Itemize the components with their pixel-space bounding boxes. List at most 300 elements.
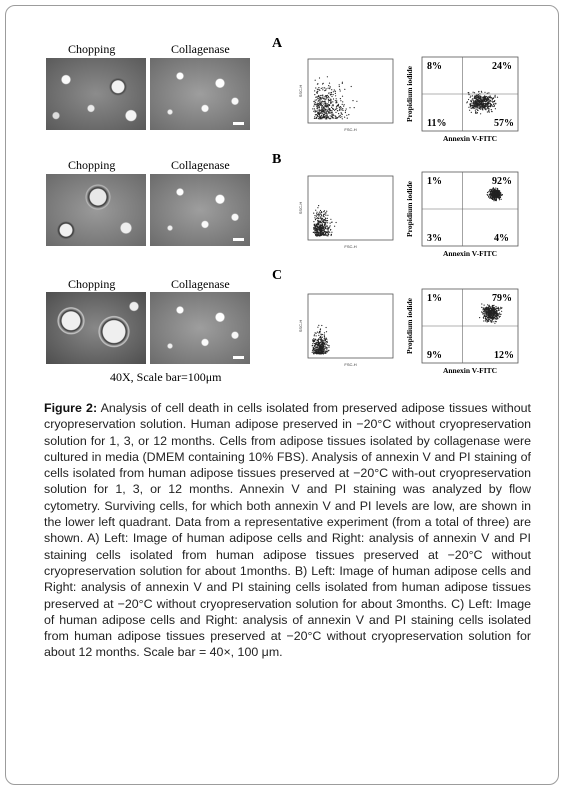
scatter-point [322,227,323,228]
scatter-point [325,215,326,216]
annexin-point [484,105,485,106]
scatter-point [327,76,328,77]
quadrant-percent-upper-right: 79% [492,293,512,304]
annexin-point [474,105,475,106]
scatter-point [316,343,317,344]
annexin-point [488,305,489,306]
scatter-point [323,107,324,108]
annexin-point [478,103,479,104]
scatter-point [315,104,316,105]
scatter-point [320,216,321,217]
scatter-point [328,96,329,97]
annexin-point [499,312,500,313]
annexin-point [488,196,489,197]
annexin-point [476,113,477,114]
scatter-point [335,112,336,113]
annexin-point [479,317,480,318]
scatter-point [319,212,320,213]
scatter-point [328,112,329,113]
scatter-point [315,114,316,115]
scatter-point [330,102,331,103]
scatter-point [320,344,321,345]
scatter-point [345,110,346,111]
annexin-point [490,189,491,190]
scatter-point [336,98,337,99]
annexin-point [479,108,480,109]
annexin-point [498,315,499,316]
scatter-point [335,109,336,110]
scatter-point [332,114,333,115]
scatter-point [327,111,328,112]
scatter-point [324,214,325,215]
scatter-point [325,353,326,354]
annexin-point [497,97,498,98]
scatter-point [322,337,323,338]
scatter-point [316,111,317,112]
annexin-point [490,307,491,308]
annexin-point [491,111,492,112]
scatter-point [329,112,330,113]
scatter-point [321,115,322,116]
scatter-point [323,347,324,348]
annexin-point [476,108,477,109]
scatter-point [326,344,327,345]
scatter-point [315,353,316,354]
annexin-point [500,307,501,308]
scatter-point [316,216,317,217]
annexin-point [487,194,488,195]
annexin-point [487,192,488,193]
scatter-point [320,329,321,330]
scatter-point [324,105,325,106]
scatter-point [318,233,319,234]
annexin-point [488,99,489,100]
annexin-plot-b [400,170,525,265]
annexin-point [493,321,494,322]
annexin-point [495,306,496,307]
scatter-point [316,344,317,345]
scatter-point [320,227,321,228]
scatter-point [319,226,320,227]
scatter-point [321,222,322,223]
scatter-point [324,96,325,97]
scatter-point [320,221,321,222]
scatter-point [321,341,322,342]
scatter-point [315,111,316,112]
scatter-point [320,103,321,104]
annexin-point [495,318,496,319]
scatter-point [316,229,317,230]
scatter-point [322,334,323,335]
scatter-point [325,235,326,236]
scatter-point [313,106,314,107]
scatter-point [330,92,331,93]
scatter-point [313,338,314,339]
scatter-point [325,95,326,96]
scatter-point [318,332,319,333]
annexin-point [482,97,483,98]
scatter-point [314,90,315,91]
scatter-point [319,114,320,115]
scatter-point [327,115,328,116]
scatter-point [315,100,316,101]
scatter-point [328,118,329,119]
scatter-point [325,113,326,114]
annexin-point [481,98,482,99]
scatter-point [325,218,326,219]
scatter-point [320,95,321,96]
scatter-point [313,347,314,348]
scatter-point [321,231,322,232]
scale-bar [233,238,244,241]
scatter-point [318,325,319,326]
scatter-point [327,95,328,96]
scatter-point [321,101,322,102]
annexin-point [483,316,484,317]
annexin-point [481,104,482,105]
annexin-point [488,109,489,110]
scatter-point [327,235,328,236]
annexin-point [484,305,485,306]
scatter-point [324,222,325,223]
annexin-point [496,199,497,200]
scatter-point [341,107,342,108]
annexin-point [492,102,493,103]
annexin-point [475,98,476,99]
scatter-point [316,333,317,334]
annexin-point [484,310,485,311]
micrograph-chopping-b [46,174,146,246]
quadrant-percent-upper-right: 24% [492,61,512,72]
scatter-point [330,99,331,100]
scatter-point [342,104,343,105]
annexin-point [468,94,469,95]
annexin-point [495,321,496,322]
scatter-point [312,108,313,109]
scatter-point [331,94,332,95]
annexin-point [478,99,479,100]
scatter-point [320,97,321,98]
scatter-point [326,98,327,99]
scatter-point [319,90,320,91]
scatter-point [336,222,337,223]
annexin-point [496,317,497,318]
annexin-point [480,96,481,97]
annexin-point [494,311,495,312]
scatter-point [329,88,330,89]
scatter-point [318,87,319,88]
scatter-point [321,215,322,216]
annexin-point [495,108,496,109]
scatter-point [339,107,340,108]
scatter-point [346,108,347,109]
scatter-point [312,345,313,346]
annexin-point [469,110,470,111]
scatter-point [314,224,315,225]
scatter-point [329,227,330,228]
annexin-point [490,95,491,96]
scatter-point [340,115,341,116]
scatter-point [329,118,330,119]
scatter-point [326,331,327,332]
annexin-plot-a [400,55,525,150]
annexin-y-label: Propidium iodide [405,298,414,354]
scatter-point [319,331,320,332]
scatter-point [317,108,318,109]
scatter-point [325,220,326,221]
annexin-point [493,307,494,308]
scatter-point [318,222,319,223]
scatter-point [328,101,329,102]
annexin-point [486,108,487,109]
annexin-point [482,307,483,308]
scatter-point [315,232,316,233]
annexin-point [488,92,489,93]
scatter-point [323,343,324,344]
scatter-point [319,102,320,103]
annexin-point [483,103,484,104]
scatter-point [313,213,314,214]
scatter-point [326,114,327,115]
scatter-point [318,341,319,342]
scatter-point [347,118,348,119]
scatter-point [325,344,326,345]
scatter-point [331,222,332,223]
annexin-point [478,106,479,107]
caption-label: Figure 2: [44,401,98,415]
scatter-point [320,101,321,102]
annexin-point [488,191,489,192]
scatter-point [317,89,318,90]
scatter-point [316,213,317,214]
scatter-point [341,112,342,113]
scatter-point [324,348,325,349]
scatter-point [313,232,314,233]
scatter-point [344,117,345,118]
scatter-point [340,100,341,101]
scatter-point [322,109,323,110]
scatter-point [330,110,331,111]
scatter-point [323,219,324,220]
scatter-point [318,338,319,339]
scale-caption: 40X, Scale bar=100μm [110,370,222,384]
scatter-point [316,335,317,336]
annexin-point [470,97,471,98]
scatter-point [328,97,329,98]
scatter-point [314,346,315,347]
annexin-point [480,109,481,110]
annexin-point [495,309,496,310]
annexin-point [496,311,497,312]
scatter-point [318,100,319,101]
scatter-point [326,338,327,339]
annexin-point [474,102,475,103]
scatter-point [318,216,319,217]
scatter-point [335,91,336,92]
scatter-point [316,233,317,234]
scatter-point [319,97,320,98]
scatter-point [319,221,320,222]
scatter-point [313,353,314,354]
scatter-point [329,87,330,88]
scatter-point [344,104,345,105]
scatter-point [327,103,328,104]
scatter-point [320,116,321,117]
annexin-point [477,106,478,107]
scatter-point [328,93,329,94]
annexin-point [501,195,502,196]
annexin-point [496,308,497,309]
annexin-point [498,309,499,310]
annexin-point [486,316,487,317]
scatter-point [326,349,327,350]
scatter-point [338,113,339,114]
scatter-point [323,98,324,99]
scatter-point [319,349,320,350]
scatter-point [319,118,320,119]
scatter-point [323,115,324,116]
scatter-point [336,118,337,119]
scatter-point [320,210,321,211]
annexin-point [488,313,489,314]
scatter-point [319,110,320,111]
scatter-point [342,108,343,109]
annexin-point [473,102,474,103]
scatter-point [326,112,327,113]
scatter-x-label: FSC-H [344,362,357,367]
scatter-point [324,334,325,335]
scatter-point [325,233,326,234]
scatter-point [317,225,318,226]
annexin-point [481,303,482,304]
quadrant-percent-lower-left: 3% [427,233,442,244]
scatter-point [323,351,324,352]
scatter-point [316,99,317,100]
scatter-point [322,96,323,97]
scatter-point [314,217,315,218]
annexin-x-label: Annexin V-FITC [442,134,498,143]
annexin-point [476,103,477,104]
annexin-point [499,317,500,318]
collagenase-label-b: Collagenase [171,158,230,172]
scatter-point [314,108,315,109]
scatter-point [326,220,327,221]
scatter-point [327,218,328,219]
scatter-point [328,116,329,117]
scatter-point [320,345,321,346]
annexin-point [470,103,471,104]
scatter-point [319,351,320,352]
scatter-point [319,342,320,343]
scatter-point [318,228,319,229]
chopping-label-a: Chopping [68,42,116,56]
quadrant-percent-lower-left: 11% [427,118,447,129]
annexin-point [492,192,493,193]
scatter-point [322,95,323,96]
scatter-point [322,353,323,354]
scatter-point [324,336,325,337]
annexin-point [493,200,494,201]
annexin-point [473,105,474,106]
scatter-point [315,339,316,340]
scatter-point [318,352,319,353]
scatter-point [327,345,328,346]
scatter-y-label: SSC-H [298,201,303,215]
scatter-point [315,97,316,98]
annexin-point [489,319,490,320]
scatter-point [321,211,322,212]
annexin-point [478,91,479,92]
annexin-point [485,104,486,105]
scatter-point [322,113,323,114]
scatter-point [314,228,315,229]
annexin-point [467,101,468,102]
scatter-point [326,327,327,328]
annexin-point [490,316,491,317]
scatter-point [330,229,331,230]
annexin-point [500,308,501,309]
scatter-point [351,86,352,87]
annexin-point [485,320,486,321]
annexin-point [481,107,482,108]
scatter-point [315,219,316,220]
scatter-point [327,351,328,352]
annexin-point [489,189,490,190]
scatter-point [319,77,320,78]
scatter-point [321,343,322,344]
chopping-label-c: Chopping [68,277,116,291]
scatter-plot-c [288,290,403,370]
scatter-point [323,230,324,231]
annexin-point [491,97,492,98]
scatter-point [324,224,325,225]
panel-letter-a: A [272,36,283,51]
scatter-point [313,340,314,341]
scatter-point [326,111,327,112]
scatter-point [322,228,323,229]
scatter-point [317,96,318,97]
scatter-point [328,345,329,346]
scatter-point [331,113,332,114]
scatter-point [327,109,328,110]
scatter-point [320,222,321,223]
scatter-point [324,234,325,235]
annexin-point [480,101,481,102]
annexin-point [491,193,492,194]
scatter-point [332,105,333,106]
annexin-point [500,314,501,315]
scatter-point [335,93,336,94]
annexin-point [499,199,500,200]
annexin-point [495,97,496,98]
scatter-point [318,105,319,106]
annexin-point [485,316,486,317]
scatter-point [318,98,319,99]
chopping-label-b: Chopping [68,158,116,172]
quadrant-percent-upper-left: 8% [427,61,442,72]
scatter-point [331,112,332,113]
scatter-point [343,106,344,107]
scatter-point [319,100,320,101]
annexin-point [491,109,492,110]
scatter-point [325,103,326,104]
scatter-point [321,112,322,113]
scatter-point [315,348,316,349]
quadrant-percent-upper-right: 92% [492,176,512,187]
scatter-point [312,350,313,351]
scatter-point [315,102,316,103]
annexin-point [501,311,502,312]
